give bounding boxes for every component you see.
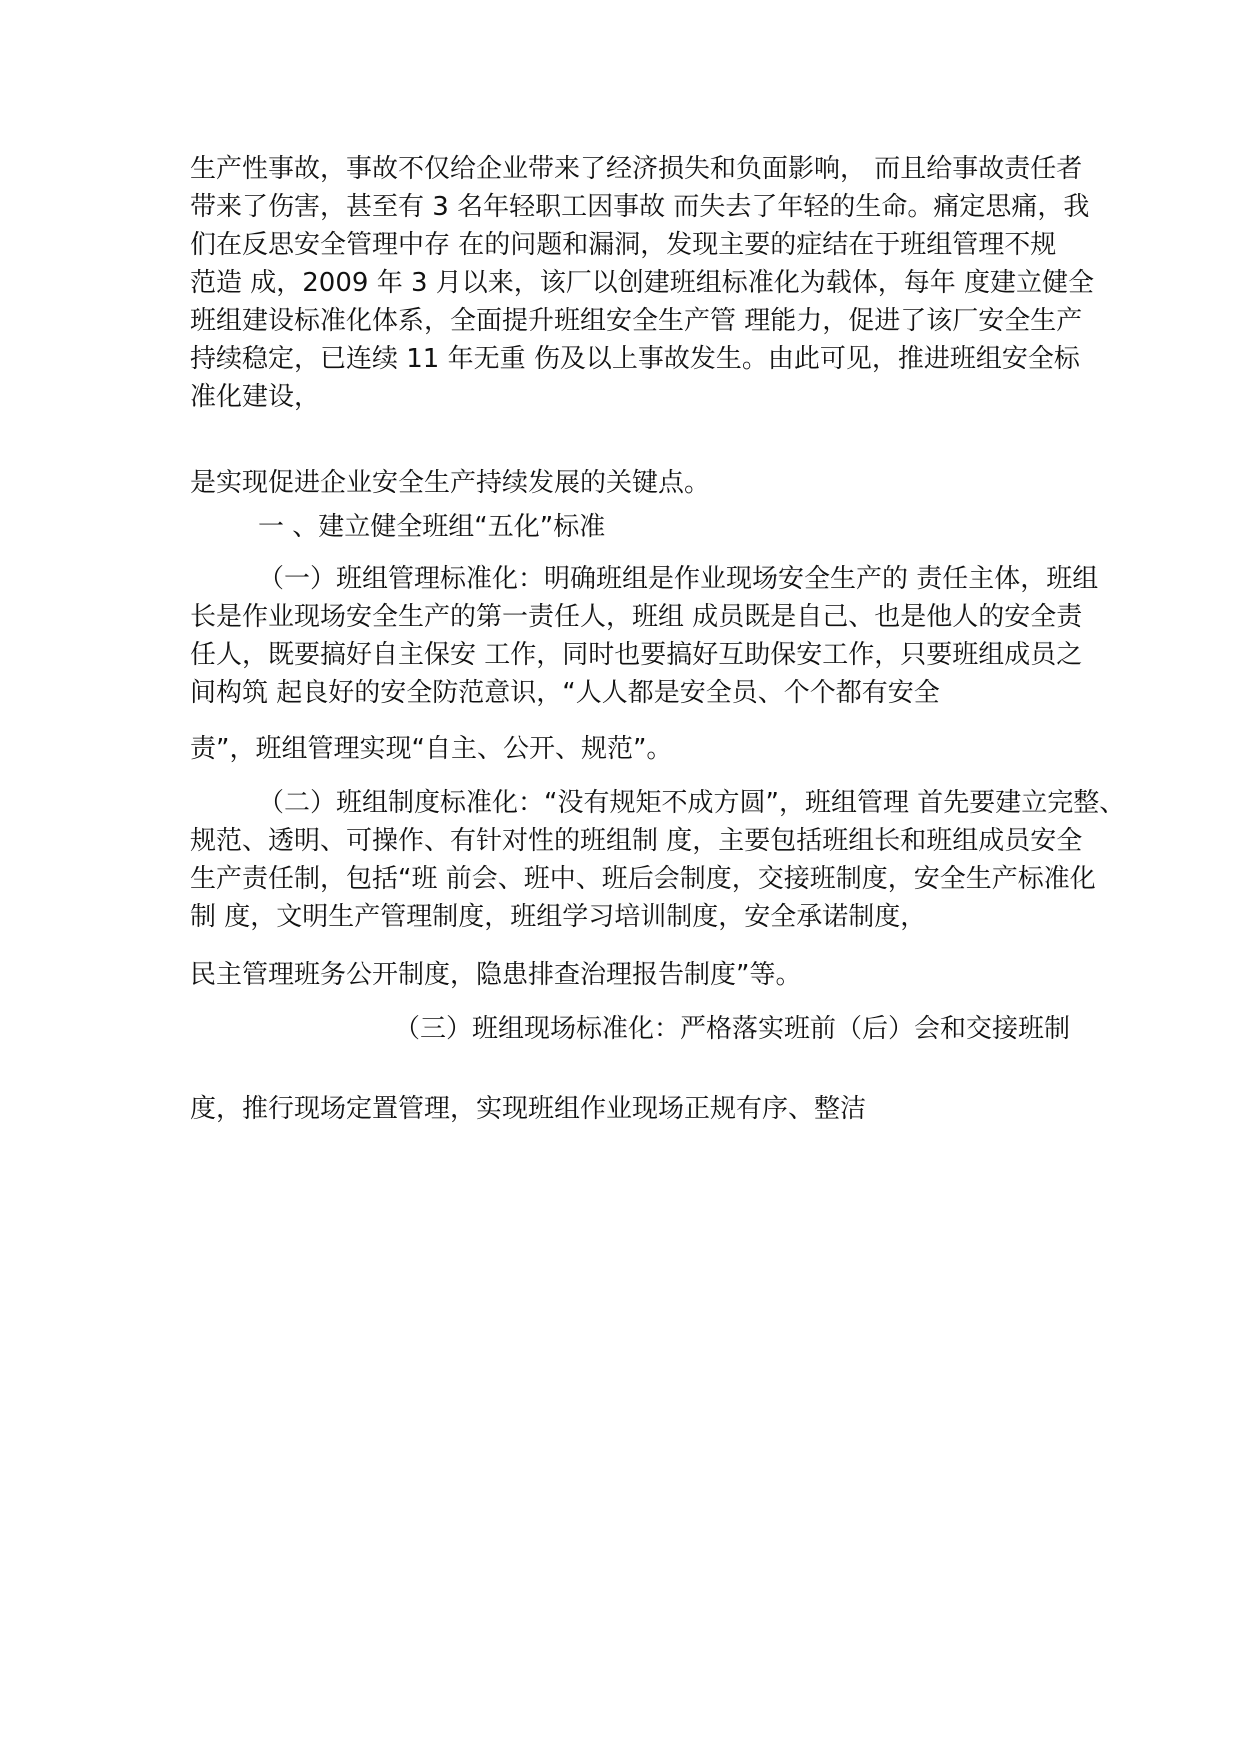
- section-heading: 一 、建立健全班组“五化”标准: [258, 512, 606, 542]
- paragraph-accident-background: [190, 150, 1095, 416]
- text-line: 持续稳定，已连续 11 年无重 伤及以上事故发生。由此可见，推进班组安全标: [190, 344, 1080, 374]
- text-line: 班组建设标准化体系，全面提升班组安全生产管 理能力，促进了该厂安全生产: [190, 306, 1083, 336]
- text-line: 制 度，文明生产管理制度，班组学习培训制度，安全承诺制度，: [190, 902, 927, 932]
- text-line: 生产责任制，包括“班 前会、班中、班后会制度，交接班制度，安全生产标准化: [190, 864, 1096, 894]
- text-line: 准化建设，: [190, 382, 321, 412]
- text-line: 间构筑 起良好的安全防范意识，“人人都是安全员、个个都有安全: [190, 678, 940, 708]
- paragraph-system-summary: [190, 956, 1070, 994]
- paragraph-site-standard-continued: [190, 1090, 1070, 1128]
- text-line: 民主管理班务公开制度，隐患排查治理报告制度”等。: [190, 960, 802, 990]
- text-line: 责”，班组管理实现“自主、公开、规范”。: [190, 734, 673, 764]
- text-line: 度，推行现场定置管理，实现班组作业现场正规有序、整洁: [190, 1094, 867, 1124]
- paragraph-management-summary: [190, 730, 1070, 768]
- text-line: 任人，既要搞好自主保安 工作，同时也要搞好互助保安工作，只要班组成员之: [190, 640, 1083, 670]
- paragraph-management-standard: [190, 560, 1099, 712]
- paragraph-site-standard-intro: （三）班组现场标准化：严格落实班前（后）会和交接班制: [393, 1014, 1070, 1044]
- paragraph-key-point: [190, 464, 1070, 502]
- text-line: 们在反思安全管理中存 在的问题和漏洞，发现主要的症结在于班组管理不规: [190, 230, 1057, 260]
- text-line: 规范、透明、可操作、有针对性的班组制 度，主要包括班组长和班组成员安全: [190, 826, 1083, 856]
- text-line: 长是作业现场安全生产的第一责任人，班组 成员既是自己、也是他人的安全责: [190, 602, 1083, 632]
- paragraph-system-standard: [190, 784, 1126, 936]
- text-line: 带来了伤害，甚至有 3 名年轻职工因事故 而失去了年轻的生命。痛定思痛，我: [190, 192, 1090, 222]
- text-line: 生产性事故，事故不仅给企业带来了经济损失和负面影响， 而且给事故责任者: [190, 154, 1083, 184]
- text-line: （二）班组制度标准化：“没有规矩不成方圆”，班组管理 首先要建立完整、: [258, 788, 1126, 818]
- text-line: 范造 成，2009 年 3 月以来，该厂以创建班组标准化为载体，每年 度建立健全: [190, 268, 1095, 298]
- text-line: （一）班组管理标准化：明确班组是作业现场安全生产的 责任主体，班组: [258, 564, 1099, 594]
- text-line: 是实现促进企业安全生产持续发展的关键点。: [190, 468, 711, 498]
